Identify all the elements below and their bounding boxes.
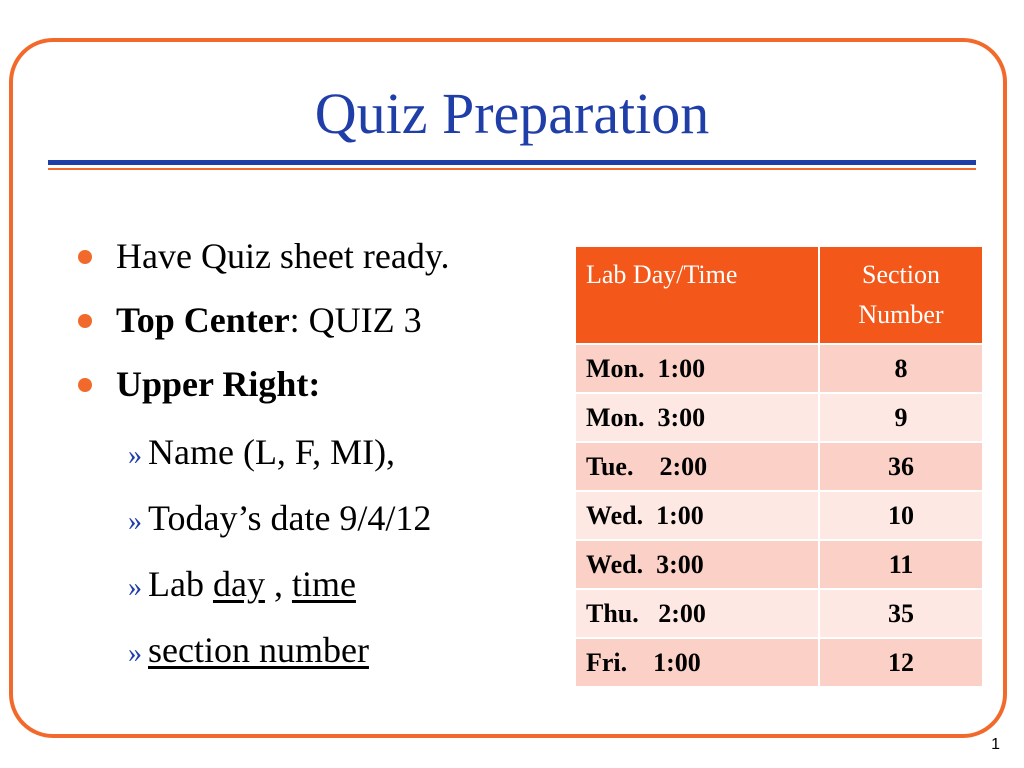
sub-bullet-item bbox=[128, 626, 369, 678]
lab-schedule-table bbox=[574, 245, 984, 688]
section-number-cell: 35 bbox=[819, 589, 983, 638]
lab-day-time-cell: Wed. 3:00 bbox=[575, 540, 819, 589]
sub-bullet-marker: » bbox=[128, 440, 142, 471]
bullet-text: : QUIZ 3 bbox=[289, 300, 422, 340]
section-number-cell: 9 bbox=[819, 393, 983, 442]
bullet-dot-icon bbox=[78, 250, 92, 264]
header-section-number bbox=[819, 246, 983, 344]
section-number-cell: 8 bbox=[819, 344, 983, 393]
lab-day-time-cell: Mon. 1:00 bbox=[575, 344, 819, 393]
sub-bullet-text: Lab bbox=[148, 564, 213, 604]
lab-day-time-cell: Thu. 2:00 bbox=[575, 589, 819, 638]
header-section-line2: Number bbox=[858, 300, 944, 329]
table-row bbox=[575, 638, 983, 687]
underlined-section-number-text: section number bbox=[148, 630, 369, 670]
sub-bullet-item bbox=[128, 428, 395, 480]
sub-bullet-item bbox=[128, 560, 356, 612]
table-row bbox=[575, 442, 983, 491]
title-rule-orange bbox=[48, 168, 976, 170]
sub-bullet-text: Today’s date 9/4/12 bbox=[148, 498, 432, 538]
sub-bullet-marker: » bbox=[128, 638, 142, 669]
section-number-cell: 11 bbox=[819, 540, 983, 589]
bullet-text: Have Quiz sheet ready. bbox=[116, 236, 450, 276]
header-section-line1: Section bbox=[862, 260, 940, 289]
sub-bullet-marker: » bbox=[128, 572, 142, 603]
sub-bullet-text: Name (L, F, MI), bbox=[148, 432, 396, 472]
lab-day-time-cell: Wed. 1:00 bbox=[575, 491, 819, 540]
table-row bbox=[575, 540, 983, 589]
lab-day-time-cell: Mon. 3:00 bbox=[575, 393, 819, 442]
sub-bullet-item bbox=[128, 494, 431, 546]
lab-day-time-cell: Fri. 1:00 bbox=[575, 638, 819, 687]
table-row bbox=[575, 589, 983, 638]
header-lab-day-time: Lab Day/Time bbox=[575, 246, 819, 344]
slide-title: Quiz Preparation bbox=[314, 81, 710, 146]
bullet-dot-icon bbox=[78, 314, 92, 328]
sub-bullet-separator: , bbox=[264, 564, 292, 604]
title-rule-blue bbox=[48, 160, 976, 165]
table-row bbox=[575, 344, 983, 393]
bullet-bold-text: Upper Right: bbox=[116, 364, 321, 404]
section-number-cell: 12 bbox=[819, 638, 983, 687]
section-number-cell: 36 bbox=[819, 442, 983, 491]
bullet-bold-text: Top Center bbox=[116, 300, 290, 340]
table-header-row bbox=[575, 246, 983, 344]
lab-day-time-cell: Tue. 2:00 bbox=[575, 442, 819, 491]
bullet-dot-icon bbox=[78, 378, 92, 392]
table-row bbox=[575, 491, 983, 540]
slide-number: 1 bbox=[991, 736, 1000, 753]
sub-bullet-marker: » bbox=[128, 506, 142, 537]
underlined-time-text: time bbox=[291, 564, 356, 604]
section-number-cell: 10 bbox=[819, 491, 983, 540]
table-row bbox=[575, 393, 983, 442]
underlined-day-text: day bbox=[212, 564, 265, 604]
